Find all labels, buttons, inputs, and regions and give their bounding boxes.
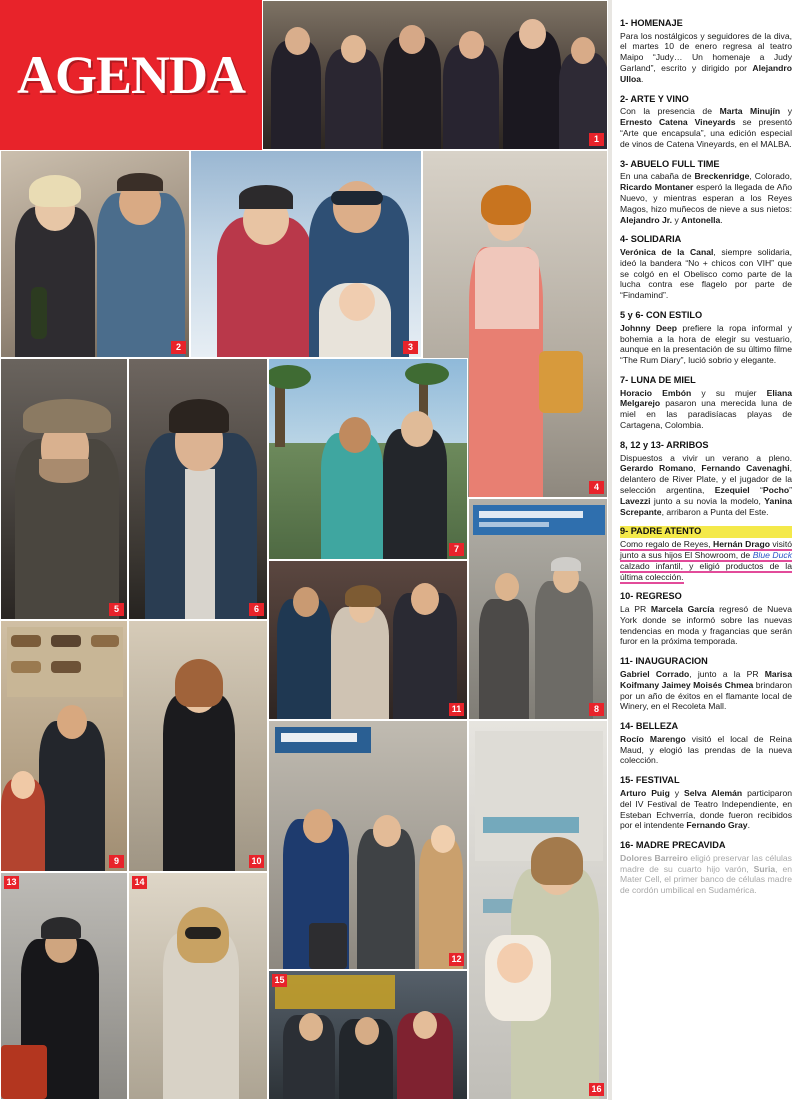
photo-number-badge: 15 [272,974,287,987]
entry-body [620,853,792,895]
entry-text-segment: Moisés Chmea [693,679,754,690]
photo-number-badge: 13 [4,876,19,889]
entry-festival [620,775,792,831]
text-column [612,0,800,1100]
photo-number-badge: 3 [403,341,418,354]
photo-14 [128,872,268,1100]
entry-heading: 5 y 6- CON ESTILO [620,310,703,321]
entry-text-segment: Dispuestos a vivir un verano a pleno. [620,452,792,463]
photo-number-badge: 9 [109,855,124,868]
entry-text-segment: Yanina Screpante [620,495,792,517]
masthead [0,0,262,150]
entry-text-segment: Ezequiel [714,485,750,495]
entry-abuelo-full-time [620,159,792,226]
entry-heading: 2- ARTE Y VINO [620,93,689,104]
entry-text-segment: Pocho [762,485,790,495]
entry-regreso [620,591,792,647]
entry-text-segment: Gerardo Romano [620,463,694,474]
entry-body [620,734,792,766]
photo-13 [0,872,128,1100]
entry-heading: 1- HOMENAJE [620,18,683,28]
entry-heading: 3- ABUELO FULL TIME [620,158,720,169]
entry-body [620,788,792,830]
entry-text-segment: Con la presencia de [620,106,720,117]
entry-heading: 15- FESTIVAL [620,775,680,786]
entry-heading: 11- INAUGURACION [620,656,708,667]
entry-text-segment: Dolores Barreiro [620,852,688,863]
entry-text-segment: Hernán Drago [713,539,770,550]
entry-text-segment: brindaron por un año de éxitos en el flamante local de Winery, en el Recoleta Mall. [620,679,793,712]
photo-6 [128,358,268,620]
page-title: AGENDA [16,45,245,105]
entry-body [620,669,792,711]
entry-text-segment: Selva Alemán [684,787,743,798]
entry-body [620,388,792,430]
entry-solidaria [620,234,792,301]
entry-text-segment: visitó el local de Reina Maud, y elogió las prendas de la nueva colección. [620,733,792,766]
entry-text-segment: , junto a la PR [689,668,765,679]
photo-number-badge: 2 [171,341,186,354]
photo-8 [468,498,608,720]
photo-number-badge: 7 [449,543,464,556]
photo-3 [190,150,422,358]
entry-inauguracion [620,656,792,712]
entry-homenaje [620,18,792,85]
entry-text-segment: Breckenridge [694,171,750,182]
entry-con-estilo [620,310,792,366]
entry-text-segment: Marcela García [650,603,715,614]
entry-body [620,539,792,583]
entry-arribos [620,440,792,518]
photo-number-badge: 6 [249,603,264,616]
entry-heading: 8, 12 y 13- ARRIBOS [620,439,709,450]
photo-16 [468,720,608,1100]
entry-text-segment: , en Mater Cell, el primer banco de células madre de cordón umbilical en Sudamérica. [620,863,793,896]
entry-text-segment: La PR [620,603,651,614]
entry-arte-y-vino [620,94,792,150]
entry-text-segment: calzado infantil, y eligió productos de la última colección. [620,560,792,582]
entry-belleza [620,721,792,766]
photo-9 [0,620,128,872]
entry-text-segment: esperó la llegada de Año Nuevo, y mientras esperan a los Reyes Magos, hizo muñecos de nieve a sus nietos: [620,182,792,214]
photo-2 [0,150,190,358]
entry-text-segment: Verónica de la Canal [620,246,714,257]
entry-text-segment: Eliana Melgarejo [620,387,792,409]
entry-heading: 10- REGRESO [620,591,682,602]
entry-body [620,171,792,224]
entry-madre-precavida [620,840,792,896]
entry-text-segment: ” [789,485,792,495]
entry-heading: 4- SOLIDARIA [620,234,682,245]
entry-text-segment: Ernesto Catena Vineyards [620,117,736,128]
entry-body [620,604,792,646]
entry-text-segment: Johnny Deep [620,322,677,333]
entry-text-segment: participaron del IV Festival de Teatro Independiente, en Esteban Echverría, donde fueron recibidos por el intendente [620,787,793,831]
entry-padre-atento [620,526,792,582]
photo-number-badge: 4 [589,481,604,494]
photo-5 [0,358,128,620]
entry-text-segment: Fernando Gray [686,820,748,831]
entry-text-segment: “ [749,485,763,495]
entry-text-segment: y su mujer [691,387,767,398]
entry-heading: 14- BELLEZA [620,721,679,732]
entry-text-segment: , Colorado, [749,171,792,182]
entry-heading: 7- LUNA DE MIEL [620,375,696,386]
entry-text-segment: En una cabaña de [620,171,695,182]
entry-text-segment: eligió preservar las células madre de su cuarto hijo varón, [620,852,792,874]
photo-7 [268,358,468,560]
photo-number-badge: 11 [449,703,464,716]
entry-text-segment: Gabriel Corrado [620,668,690,679]
entry-text-segment: Arturo Puig [620,787,670,798]
entry-text-segment: Para los nostálgicos y seguidores de la diva, el martes 10 de enero regresa al teatro Maipo “Judy… Un homenaje a Judy Garland”, escrito y dirigido por [620,30,792,74]
photo-number-badge: 1 [589,133,604,146]
entry-text-segment: Jaimey [661,679,691,690]
entry-heading: 9- PADRE ATENTO [620,526,792,538]
entry-text-segment: , delantero de River Plate, y el jugador de la selección argentina, [620,463,792,495]
photo-number-badge: 16 [589,1083,604,1096]
entry-text-segment: Como regalo de Reyes, [620,539,714,550]
entry-text-segment: Suria [753,863,776,874]
photo-12 [268,720,468,970]
entry-text-segment: Alejandro Ulloa [620,63,792,84]
entry-text-segment: Blue Duck [752,549,792,560]
entry-text-segment: Horacio Embón [620,387,692,398]
entry-text-segment: Antonella [681,214,721,225]
entry-text-segment: visitó junto a sus hijos El Showroom, de [620,539,793,560]
photo-number-badge: 8 [589,703,604,716]
entry-body [620,323,792,365]
photo-number-badge: 12 [449,953,464,966]
entry-text-segment: , siempre solidaria, ideó la bandera “No + chicos con VIH” que se colgó en el Obelisco como parte de la lucha contra ese flagelo por parte de “Findamind”. [620,246,792,301]
entry-text-segment: Alejandro Jr. [620,214,673,225]
entry-text-segment: Marta Minujín [719,106,781,117]
photo-number-badge: 5 [109,603,124,616]
entry-text-segment: Lavezzi [620,495,651,506]
photo-number-badge: 14 [132,876,147,889]
entry-text-segment: . [747,820,750,831]
entry-text-segment: junto a su novia la modelo, [650,495,765,506]
entry-text-segment: Fernando Cavenaghi [701,463,790,474]
entry-text-segment: , arribaron a Punta del Este. [661,506,769,517]
entry-text-segment: , [693,463,702,474]
entry-body [620,247,792,300]
entry-text-segment: prefiere la ropa informal y bohemia a la hora de elegir su vestuario, aunque en la presentación de su último filme “The Rum Diary”, lució sobrio y elegante. [620,322,792,366]
entry-body [620,453,792,517]
entry-text-segment: Rocío Marengo [620,733,686,744]
entry-text-segment: y [672,214,682,225]
entry-body [620,106,792,148]
entry-text-segment: Marisa Koifmany [620,668,792,690]
entry-text-segment: se presentó “Arte que encapsula”, una edición especial de vinos de Catena Vineyards, en el MALBA. [620,117,792,149]
photo-11 [268,560,468,720]
entry-luna-de-miel [620,375,792,431]
photo-number-badge: 10 [249,855,264,868]
entry-text-segment: y [780,106,793,117]
photo-15 [268,970,468,1100]
entry-text-segment: pasaron una merecida luna de miel en las paradisíacas playas de Cartagena, Colombia. [620,398,792,431]
entry-text-segment: regresó de Nueva York donde se informó sobre las nuevas tendencias en moda y fragancias que serán furor en la próxima temporada. [620,603,793,647]
photo-10 [128,620,268,872]
entry-heading: 16- MADRE PRECAVIDA [620,840,726,851]
entry-text-segment: . [641,73,644,84]
photo-1 [262,0,608,150]
entry-text-segment: y [669,787,685,798]
entry-text-segment: Ricardo Montaner [620,182,694,193]
entry-text-segment: . [720,214,723,225]
entry-body [620,31,792,84]
